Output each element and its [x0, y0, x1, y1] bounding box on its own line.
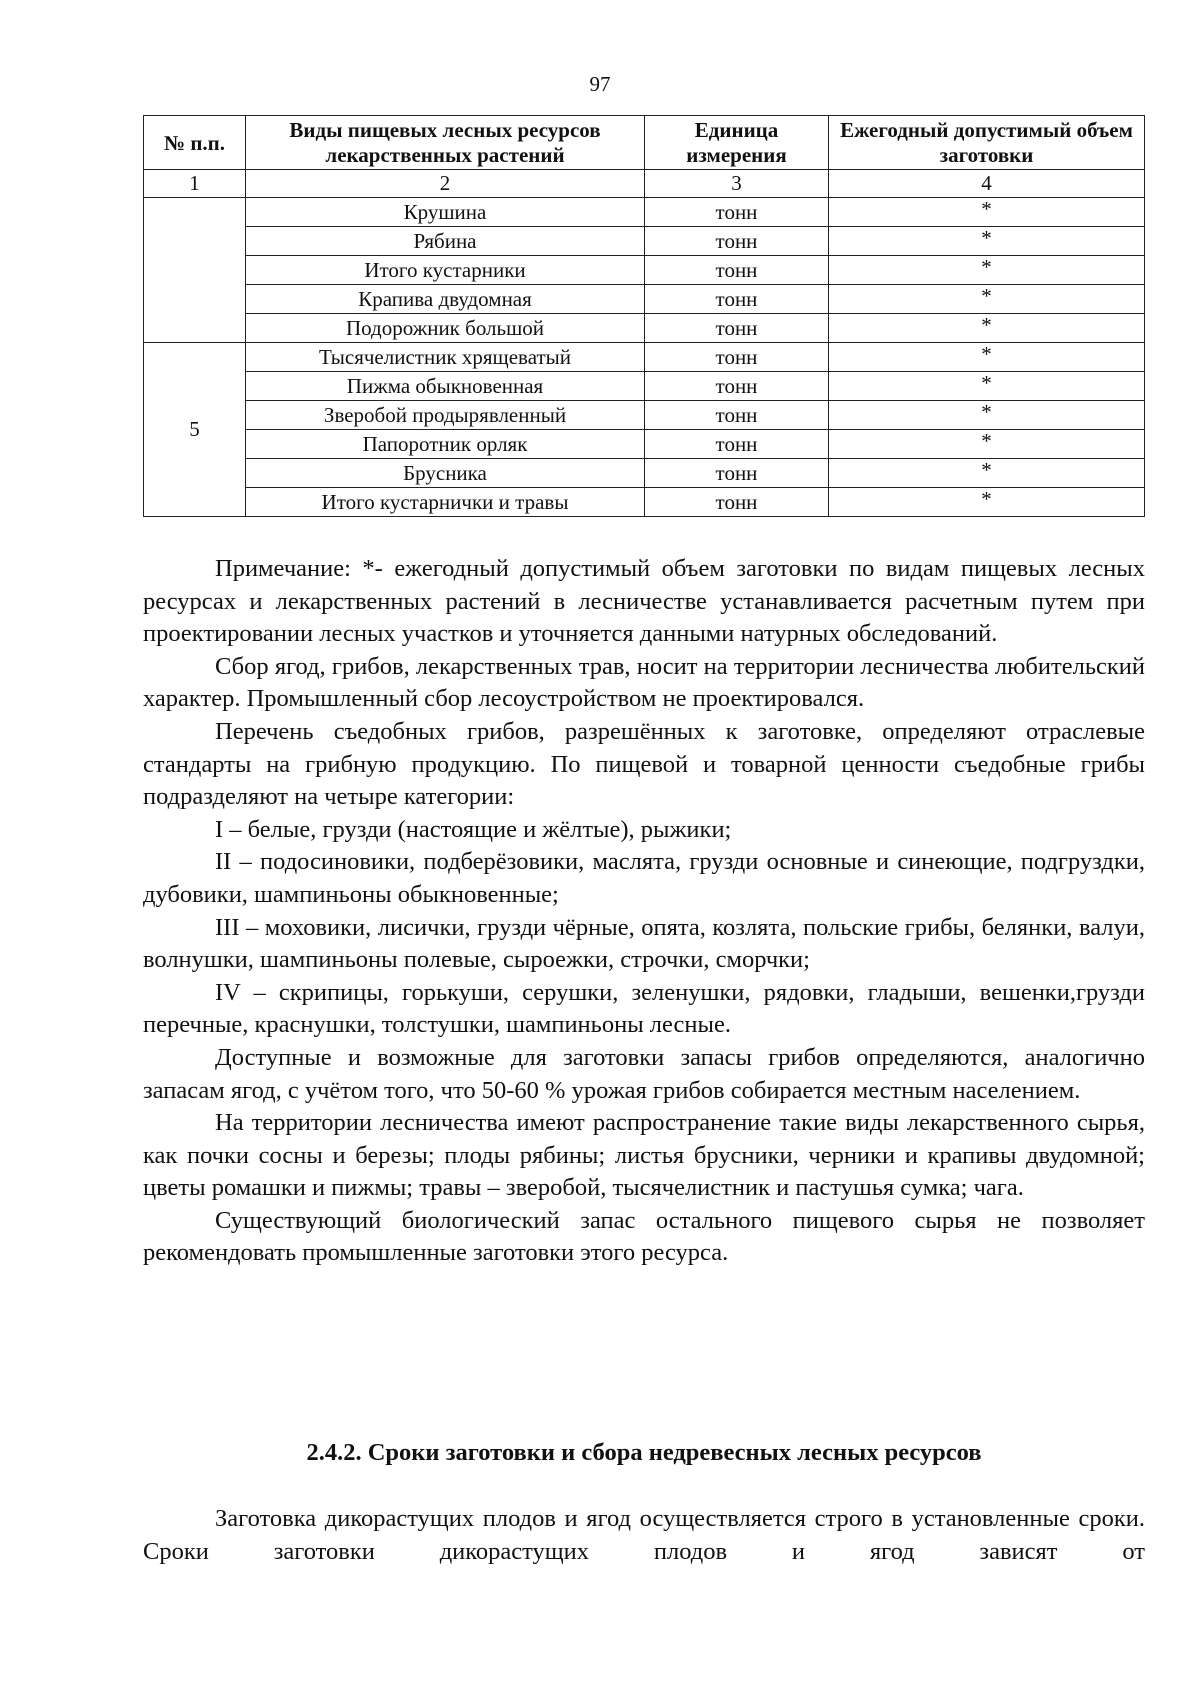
resource-volume: *: [829, 198, 1145, 227]
resource-volume: *: [829, 488, 1145, 517]
category-item: I – белые, грузди (настоящие и жёлтые), рыжики;: [215, 815, 732, 843]
category-item: III – моховики, лисички, грузди чёрные, опята, козлята, польские грибы, белянки, валуи, волнушки, шампиньоны полевые, сыроежки, строчки, сморчки;: [143, 913, 1145, 974]
resource-unit: тонн: [645, 372, 829, 401]
paragraph: Доступные и возможные для заготовки запасы грибов определяются, аналогично запасам ягод, с учётом того, что 50-60 % урожая грибов собирается местным населением.: [143, 1043, 1145, 1104]
table-row: [144, 401, 1145, 430]
resource-volume: *: [829, 459, 1145, 488]
resource-volume: *: [829, 314, 1145, 343]
group-number-empty: [144, 198, 246, 343]
column-number: 4: [829, 170, 1145, 198]
resource-unit: тонн: [645, 430, 829, 459]
resource-volume: *: [829, 430, 1145, 459]
table-row: [144, 459, 1145, 488]
body-text-continued: [143, 1503, 1145, 1568]
resource-volume: *: [829, 372, 1145, 401]
table-row: [144, 198, 1145, 227]
table-row: [144, 227, 1145, 256]
resource-name: Итого кустарнички и травы: [246, 488, 645, 517]
paragraph: Заготовка дикорастущих плодов и ягод осуществляется строго в установленные сроки. Сроки заготовки дикорастущих плодов и ягод зависят от: [143, 1505, 1145, 1565]
resource-name: Зверобой продырявленный: [246, 401, 645, 430]
table-row: [144, 372, 1145, 401]
group-number: 5: [144, 343, 246, 517]
category-item: II – подосиновики, подберёзовики, маслята, грузди основные и синеющие, подгруздки, дубовики, шампиньоны обыкновенные;: [143, 848, 1145, 908]
resource-unit: тонн: [645, 314, 829, 343]
resource-unit: тонн: [645, 488, 829, 517]
resource-volume: *: [829, 343, 1145, 372]
resource-unit: тонн: [645, 198, 829, 227]
resource-name: Крапива двудомная: [246, 285, 645, 314]
column-number: 2: [246, 170, 645, 198]
resource-unit: тонн: [645, 285, 829, 314]
resource-unit: тонн: [645, 227, 829, 256]
page-number: 97: [589, 72, 611, 96]
header-number: № п.п.: [144, 116, 246, 170]
resource-name: Рябина: [246, 227, 645, 256]
resource-volume: *: [829, 227, 1145, 256]
table-row: [144, 488, 1145, 517]
header-unit: Единица измерения: [645, 116, 829, 170]
table-header-row: [144, 116, 1145, 170]
resource-unit: тонн: [645, 401, 829, 430]
resource-name: Пижма обыкновенная: [246, 372, 645, 401]
column-number: 3: [645, 170, 829, 198]
paragraph: Существующий биологический запас остального пищевого сырья не позволяет рекомендовать промышленные заготовки этого ресурса.: [143, 1206, 1145, 1267]
table-row: [144, 430, 1145, 459]
resource-name: Итого кустарники: [246, 256, 645, 285]
header-annual-volume: Ежегодный допустимый объем заготовки: [829, 116, 1145, 170]
note-paragraph: Примечание: *- ежегодный допустимый объем заготовки по видам пищевых лесных ресурсах и лекарственных растений в лесничестве устанавливается расчетным путем при проектировании лесных участков и уточняется данными натурных обследований.: [143, 555, 1145, 648]
paragraph: Сбор ягод, грибов, лекарственных трав, носит на территории лесничества любительский характер. Промышленный сбор лесоустройством не проектировался.: [143, 652, 1145, 713]
paragraph: На территории лесничества имеют распространение такие виды лекарственного сырья, как почки сосны и березы; плоды рябины; листья брусники, черники и крапивы двудомной; цветы ромашки и пижмы; травы – зверобой, тысячелистник и пастушья сумка; чага.: [143, 1109, 1145, 1202]
resource-name: Крушина: [246, 198, 645, 227]
table-row: [144, 343, 1145, 372]
resource-name: Подорожник большой: [246, 314, 645, 343]
table-row: [144, 285, 1145, 314]
resource-volume: *: [829, 285, 1145, 314]
category-item: IV – скрипицы, горькуши, серушки, зеленушки, рядовки, гладыши, вешенки,грузди перечные, краснушки, толстушки, шампиньоны лесные.: [143, 978, 1145, 1039]
table-row: [144, 256, 1145, 285]
table-row: [144, 314, 1145, 343]
body-text: [143, 553, 1145, 1270]
resource-unit: тонн: [645, 343, 829, 372]
resource-name: Тысячелистник хрящеватый: [246, 343, 645, 372]
resource-volume: *: [829, 401, 1145, 430]
section-heading: 2.4.2. Сроки заготовки и сбора недревесных лесных ресурсов: [306, 1439, 982, 1466]
resources-table: [143, 115, 1145, 517]
resource-unit: тонн: [645, 459, 829, 488]
column-number-row: [144, 170, 1145, 198]
resource-volume: *: [829, 256, 1145, 285]
resource-name: Папоротник орляк: [246, 430, 645, 459]
resource-name: Брусника: [246, 459, 645, 488]
paragraph: Перечень съедобных грибов, разрешённых к заготовке, определяют отраслевые стандарты на грибную продукцию. По пищевой и товарной ценности съедобные грибы подразделяют на четыре категории:: [143, 717, 1145, 811]
header-resource-type: Виды пищевых лесных ресурсов лекарственных растений: [246, 116, 645, 170]
column-number: 1: [144, 170, 246, 198]
resource-unit: тонн: [645, 256, 829, 285]
